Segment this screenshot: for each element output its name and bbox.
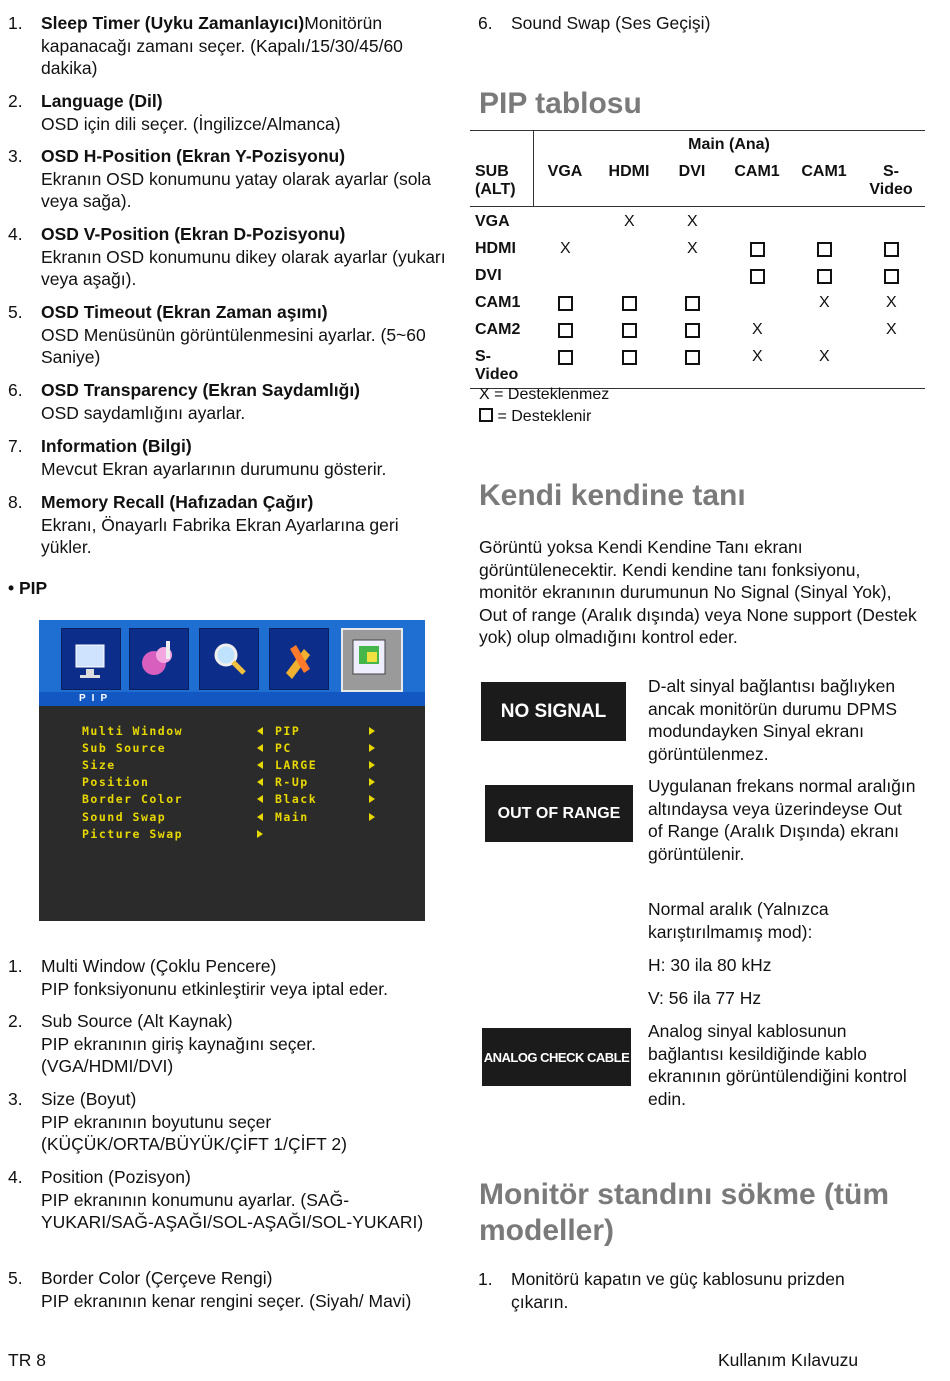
out-of-range-box: OUT OF RANGE bbox=[485, 785, 633, 842]
osd-menu-value: Black bbox=[275, 792, 318, 806]
footer-page-number: TR 8 bbox=[8, 1350, 46, 1370]
list-text bbox=[41, 12, 453, 80]
supported-square-icon bbox=[558, 296, 573, 311]
supported-square-icon bbox=[817, 269, 832, 284]
pip-bullet: • PIP bbox=[8, 578, 48, 598]
row-header: CAM2 bbox=[475, 321, 521, 338]
supported-square-icon bbox=[750, 242, 765, 257]
unsupported-mark: X bbox=[752, 321, 763, 338]
pip-list-item bbox=[8, 1010, 453, 1078]
supported-square-icon bbox=[622, 350, 637, 365]
settings-list-item bbox=[8, 145, 453, 213]
item-desc: Ekranı, Önayarlı Fabrika Ekran Ayarlarına geri yükler. bbox=[41, 514, 399, 557]
pip-list-item bbox=[8, 1088, 453, 1156]
unsupported-mark: X bbox=[560, 240, 571, 257]
supported-square-icon bbox=[685, 296, 700, 311]
osd-menu-label: Multi Window bbox=[82, 724, 184, 738]
list-text bbox=[41, 491, 453, 559]
osd-right-arrow-icon bbox=[257, 830, 263, 838]
osd-left-arrow-icon bbox=[257, 795, 263, 803]
list-number: 4. bbox=[8, 1167, 23, 1187]
list-text: Monitörü kapatın ve güç kablosunu prizden çıkarın. bbox=[511, 1269, 845, 1312]
osd-left-arrow-icon bbox=[257, 744, 263, 752]
unsupported-mark: X bbox=[752, 348, 763, 365]
osd-title: PIP bbox=[79, 693, 114, 704]
item-desc: PIP ekranının kenar rengini seçer. (Siyah/ Mavi) bbox=[41, 1290, 412, 1311]
tools-icon bbox=[269, 628, 329, 690]
row-header: VGA bbox=[475, 213, 510, 230]
row-header: CAM1 bbox=[475, 294, 521, 311]
item-title: Memory Recall (Hafızadan Çağır) bbox=[41, 492, 314, 512]
list-text bbox=[41, 1267, 453, 1312]
supported-square-icon bbox=[685, 323, 700, 338]
analog-check-cable-box: ANALOG CHECK CABLE bbox=[482, 1028, 631, 1086]
settings-list-item bbox=[8, 223, 453, 291]
row-header: S-Video bbox=[475, 348, 519, 383]
no-signal-box: NO SIGNAL bbox=[481, 682, 626, 741]
v-range-text: V: 56 ila 77 Hz bbox=[648, 988, 762, 1008]
osd-right-arrow-icon bbox=[369, 761, 375, 769]
item-desc: PIP ekranının konumunu ayarlar. (SAĞ-YUKARI/SAĞ-AŞAĞI/SOL-AŞAĞI/SOL-YUKARI) bbox=[41, 1189, 424, 1232]
unsupported-mark: X bbox=[819, 294, 830, 311]
unsupported-mark: X bbox=[886, 321, 897, 338]
osd-menu-value: PC bbox=[275, 741, 292, 755]
list-text bbox=[41, 301, 453, 369]
item-desc: OSD saydamlığını ayarlar. bbox=[41, 402, 246, 423]
supported-square-icon bbox=[558, 350, 573, 365]
item-desc: OSD Menüsünün görüntülenmesini ayarlar. (5~60 Saniye) bbox=[41, 324, 426, 367]
osd-menu-label: Picture Swap bbox=[82, 827, 184, 841]
list-number: 3. bbox=[8, 146, 23, 166]
item-title: Size (Boyut) bbox=[41, 1089, 137, 1109]
no-signal-text: D-alt sinyal bağlantısı bağlıyken ancak monitörün durumu DPMS modundayken Sinyal ekranı görüntülenmez. bbox=[648, 676, 897, 764]
item-title: Multi Window (Çoklu Pencere) bbox=[41, 956, 277, 976]
column-header: DVI bbox=[678, 163, 706, 180]
list-text bbox=[41, 145, 453, 213]
self-test-intro: Görüntü yoksa Kendi Kendine Tanı ekranı görüntülenecektir. Kendi kendine tanı fonksiyonu, monitör ekranının durumunun No Signal (Sinyal Yok), Out of range (Aralık dışında) veya None support (Destek yok) olup olmadığını kontrol eder. bbox=[479, 537, 917, 647]
item-desc: OSD için dili seçer. (İngilizce/Almanca) bbox=[41, 113, 341, 134]
item-title: OSD V-Position (Ekran D-Pozisyonu) bbox=[41, 224, 346, 244]
osd-menu-value: PIP bbox=[275, 724, 301, 738]
list-number: 4. bbox=[8, 224, 23, 244]
osd-menu-value: LARGE bbox=[275, 758, 318, 772]
list-text: Sound Swap (Ses Geçişi) bbox=[511, 13, 711, 33]
unsupported-mark: X bbox=[886, 294, 897, 311]
supported-square-icon bbox=[884, 242, 899, 257]
column-header: CAM1 bbox=[801, 163, 847, 180]
supported-square-icon bbox=[622, 296, 637, 311]
list-text bbox=[41, 1010, 453, 1078]
list-number: 1. bbox=[478, 1269, 493, 1289]
list-number: 6. bbox=[8, 380, 23, 400]
item-title: Information (Bilgi) bbox=[41, 436, 192, 456]
settings-list-item bbox=[8, 301, 453, 369]
list-text bbox=[41, 90, 453, 135]
supported-square-icon bbox=[558, 323, 573, 338]
osd-menu-label: Position bbox=[82, 775, 150, 789]
main-header: Main (Ana) bbox=[688, 136, 770, 153]
stand-heading: Monitör standını sökme (tüm modeller) bbox=[479, 1178, 890, 1247]
list-number: 3. bbox=[8, 1089, 23, 1109]
h-range-text: H: 30 ila 80 kHz bbox=[648, 955, 772, 975]
column-header: VGA bbox=[547, 163, 583, 180]
list-number: 5. bbox=[8, 1268, 23, 1288]
item-title: Sleep Timer (Uyku Zamanlayıcı) bbox=[41, 13, 305, 33]
item-desc: Ekranın OSD konumunu dikey olarak ayarlar (yukarı veya aşağı). bbox=[41, 246, 446, 289]
list-number: 7. bbox=[8, 436, 23, 456]
list-text bbox=[41, 435, 453, 480]
osd-left-arrow-icon bbox=[257, 778, 263, 786]
zoom-icon bbox=[199, 628, 259, 690]
unsupported-mark: X bbox=[819, 348, 830, 365]
settings-list-item bbox=[8, 435, 453, 480]
legend-supported-text: = Desteklenir bbox=[497, 408, 592, 425]
column-header: CAM1 bbox=[734, 163, 780, 180]
list-number: 2. bbox=[8, 91, 23, 111]
list-number: 6. bbox=[478, 13, 493, 33]
item-title: Sub Source (Alt Kaynak) bbox=[41, 1011, 233, 1031]
list-text bbox=[41, 955, 453, 1000]
pip-list-item bbox=[8, 1267, 453, 1312]
osd-menu-value: R-Up bbox=[275, 775, 309, 789]
list-number: 2. bbox=[8, 1011, 23, 1031]
osd-right-arrow-icon bbox=[369, 813, 375, 821]
column-header: S-Video bbox=[869, 163, 913, 198]
legend-unsupported: X = Desteklenmez bbox=[479, 386, 610, 403]
settings-list-item bbox=[8, 379, 453, 424]
item-title: Border Color (Çerçeve Rengi) bbox=[41, 1268, 273, 1288]
out-of-range-text: Uygulanan frekans normal aralığın altındaysa veya üzerindeyse Out of Range (Aralık Dışında) ekranı görüntülenir. bbox=[648, 776, 916, 864]
osd-menu-label: Sound Swap bbox=[82, 810, 167, 824]
stand-step bbox=[478, 1268, 923, 1313]
supported-square-icon bbox=[817, 242, 832, 257]
row-header: HDMI bbox=[475, 240, 516, 257]
pip-table bbox=[470, 130, 925, 390]
list-number: 1. bbox=[8, 956, 23, 976]
list-text bbox=[41, 1088, 453, 1156]
sub-header-alt: (ALT) bbox=[475, 181, 516, 198]
osd-right-arrow-icon bbox=[369, 795, 375, 803]
footer-title: Kullanım Kılavuzu bbox=[718, 1350, 859, 1370]
list-text bbox=[41, 1166, 453, 1234]
supported-square-icon bbox=[479, 408, 493, 422]
pip-list-item bbox=[8, 1166, 453, 1234]
item-title: OSD H-Position (Ekran Y-Pozisyonu) bbox=[41, 146, 346, 166]
pip-table-heading: PIP tablosu bbox=[479, 87, 642, 120]
item-desc: Monitörün kapanacağı zamanı seçer. (Kapalı/15/30/45/60 dakika) bbox=[41, 13, 403, 78]
osd-menu-label: Border Color bbox=[82, 792, 184, 806]
osd-menu-value: Main bbox=[275, 810, 309, 824]
item-desc: Ekranın OSD konumunu yatay olarak ayarlar (sola veya sağa). bbox=[41, 168, 432, 211]
settings-list-item bbox=[8, 90, 453, 135]
supported-square-icon bbox=[884, 269, 899, 284]
unsupported-mark: X bbox=[624, 213, 635, 230]
osd-left-arrow-icon bbox=[257, 813, 263, 821]
list-text bbox=[41, 223, 453, 291]
osd-menu-label: Sub Source bbox=[82, 741, 167, 755]
item-desc: PIP ekranının giriş kaynağını seçer. (VGA/HDMI/DVI) bbox=[41, 1033, 316, 1076]
pip-icon bbox=[341, 628, 403, 692]
settings-list-item bbox=[8, 12, 453, 80]
item-title: Position (Pozisyon) bbox=[41, 1167, 191, 1187]
list-number: 8. bbox=[8, 492, 23, 512]
item-title: OSD Transparency (Ekran Saydamlığı) bbox=[41, 380, 361, 400]
supported-square-icon bbox=[750, 269, 765, 284]
list-text bbox=[41, 379, 453, 424]
normal-range-text: Normal aralık (Yalnızca karıştırılmamış mod): bbox=[648, 899, 829, 942]
monitor-icon bbox=[61, 628, 121, 690]
supported-square-icon bbox=[685, 350, 700, 365]
osd-left-arrow-icon bbox=[257, 761, 263, 769]
legend-supported bbox=[479, 408, 591, 426]
list-number: 5. bbox=[8, 302, 23, 322]
unsupported-mark: X bbox=[687, 213, 698, 230]
settings-list-item bbox=[8, 491, 453, 559]
item-title: Language (Dil) bbox=[41, 91, 163, 111]
osd-menu-label: Size bbox=[82, 758, 116, 772]
self-test-heading: Kendi kendine tanı bbox=[479, 479, 746, 512]
osd-right-arrow-icon bbox=[369, 727, 375, 735]
color-icon bbox=[129, 628, 189, 690]
row-header: DVI bbox=[475, 267, 502, 284]
item-desc: Mevcut Ekran ayarlarının durumunu gösterir. bbox=[41, 458, 387, 479]
analog-cable-text: Analog sinyal kablosunun bağlantısı kesildiğinde kablo ekranının görüntülendiğini kontrol edin. bbox=[648, 1021, 907, 1109]
osd-right-arrow-icon bbox=[369, 744, 375, 752]
column-header: HDMI bbox=[608, 163, 650, 180]
sub-header: SUB bbox=[475, 163, 509, 180]
item-desc: PIP fonksiyonunu etkinleştirir veya iptal eder. bbox=[41, 978, 388, 999]
sound-swap-item bbox=[478, 12, 923, 35]
osd-screenshot bbox=[39, 620, 425, 921]
pip-list-item bbox=[8, 955, 453, 1000]
item-desc: PIP ekranının boyutunu seçer (KÜÇÜK/ORTA/BÜYÜK/ÇİFT 1/ÇİFT 2) bbox=[41, 1111, 347, 1154]
item-title: OSD Timeout (Ekran Zaman aşımı) bbox=[41, 302, 328, 322]
unsupported-mark: X bbox=[687, 240, 698, 257]
list-number: 1. bbox=[8, 13, 23, 33]
osd-right-arrow-icon bbox=[369, 778, 375, 786]
supported-square-icon bbox=[622, 323, 637, 338]
osd-left-arrow-icon bbox=[257, 727, 263, 735]
